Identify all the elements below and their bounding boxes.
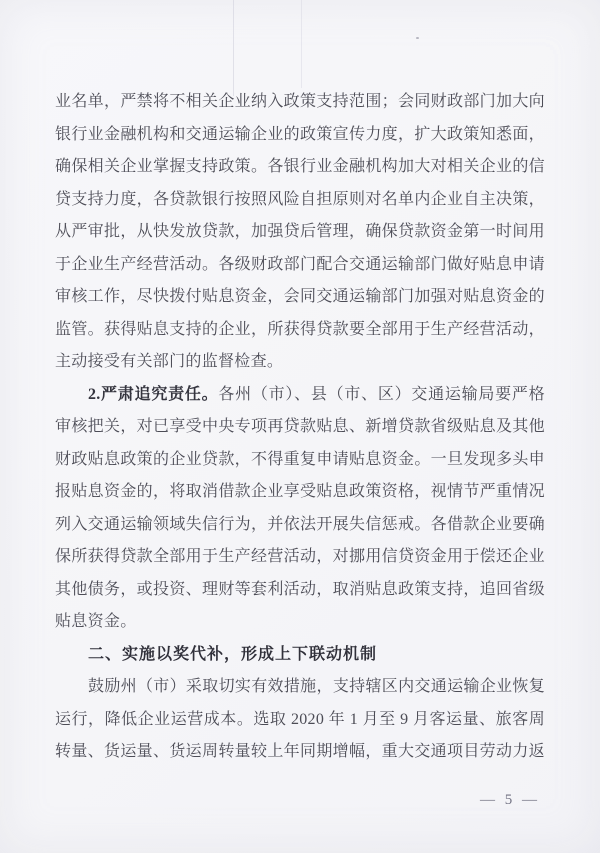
body-line: 监管。获得贴息支持的企业，所获得贷款要全部用于生产经营活动，	[55, 320, 545, 338]
scan-fold-artifact	[233, 0, 234, 96]
page-number: — 5 —	[480, 792, 540, 808]
body-line: 贷支持力度，各贷款银行按照风险自担原则对名单内企业自主决策，	[55, 190, 545, 208]
body-line-paragraph-2-start	[55, 379, 545, 412]
body-line: 保所获得贷款全部用于生产经营活动，对挪用信贷资金用于偿还企业	[55, 548, 545, 565]
body-line: 银行业金融机构和交通运输企业的政策宣传力度，扩大政策知悉面，	[55, 125, 545, 143]
scan-fold-artifact	[301, 0, 302, 88]
body-line: 从严审批，从快发放贷款，加强贷后管理，确保贷款资金第一时间用	[55, 223, 545, 240]
body-line: 主动接受有关部门的监督检查。	[55, 353, 284, 370]
body-line: 审核把关，对已享受中央专项再贷款贴息、新增贷款省级贴息及其他	[55, 418, 545, 435]
body-line: 列入交通运输领域失信行为，并依法开展失信惩戒。各借款企业要确	[55, 515, 545, 533]
body-line-paragraph-3-start: 鼓励州（市）采取切实有效措施，支持辖区内交通运输企业恢复	[88, 678, 545, 695]
body-line: 贴息资金。	[55, 613, 137, 630]
section-heading: 二、实施以奖代补，形成上下联动机制	[88, 645, 378, 663]
document-body	[55, 86, 545, 769]
scan-speck-artifact	[416, 37, 419, 39]
body-line: 审核工作，尽快拨付贴息资金，会同交通运输部门加强对贴息资金的	[55, 288, 545, 305]
body-line: 于企业生产经营活动。各级财政部门配合交通运输部门做好贴息申请	[55, 255, 545, 273]
bold-lead-text: 2.严肃追究责任。	[88, 385, 219, 403]
body-text: 各州（市）、县（市、区）交通运输局要严格	[218, 385, 545, 403]
body-line: 报贴息资金的，将取消借款企业享受贴息政策资格，视情节严重情况	[55, 483, 545, 500]
body-line: 财政贴息政策的企业贷款，不得重复申请贴息资金。一旦发现多头申	[55, 450, 545, 468]
body-line: 运行，降低企业运营成本。选取 2020 年 1 月至 9 月客运量、旅客周	[55, 710, 545, 728]
body-line: 其他债务，或投资、理财等套利活动，取消贴息政策支持，追回省级	[55, 580, 545, 598]
body-line: 转量、货运量、货运周转量较上年同期增幅，重大交通项目劳动力返	[55, 743, 545, 760]
body-line: 业名单，严禁将不相关企业纳入政策支持范围；会同财政部门加大向	[55, 93, 545, 110]
body-line: 确保相关企业掌握支持政策。各银行业金融机构加大对相关企业的信	[55, 158, 545, 175]
